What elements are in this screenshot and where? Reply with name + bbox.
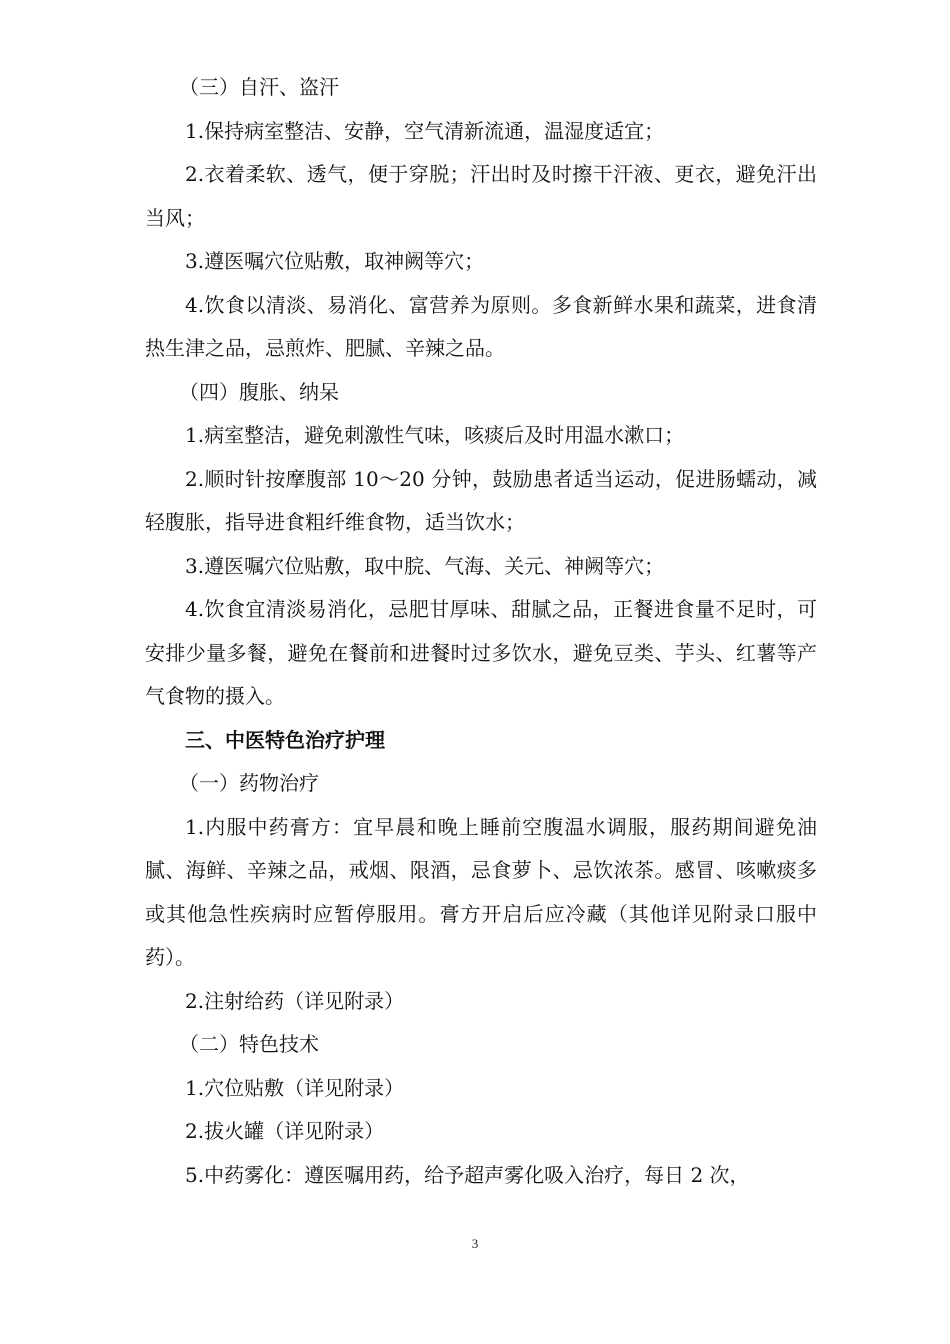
list-item: 2.顺时针按摩腹部 10～20 分钟，鼓励患者适当运动，促进肠蠕动，减轻腹胀，指导进食粗纤维食物，适当饮水； [145, 466, 817, 534]
list-item: 2.拔火罐（详见附录） [185, 1119, 385, 1143]
subsection-title-medication: （一）药物治疗 [179, 771, 319, 795]
list-item: 3.遵医嘱穴位贴敷，取神阙等穴； [185, 249, 485, 273]
list-item: 2.衣着柔软、透气，便于穿脱；汗出时及时擦干汗液、更衣，避免汗出当风； [145, 162, 817, 230]
subsection-title-bloating: （四）腹胀、纳呆 [179, 379, 339, 404]
page-body [145, 66, 817, 1197]
list-item: 3.遵医嘱穴位贴敷，取中脘、气海、关元、神阙等穴； [185, 553, 665, 578]
subsection-title-techniques: （二）特色技术 [179, 1032, 319, 1056]
list-item: 4.饮食宜清淡易消化，忌肥甘厚味、甜腻之品，正餐进食量不足时，可安排少量多餐，避免在餐前和进餐时过多饮水，避免豆类、芋头、红薯等产气食物的摄入。 [145, 597, 817, 708]
list-item: 1.病室整洁，避免刺激性气味，咳痰后及时用温水漱口； [185, 423, 685, 447]
list-item: 1.穴位贴敷（详见附录） [185, 1075, 405, 1100]
list-item: 5.中药雾化：遵医嘱用药，给予超声雾化吸入治疗，每日 2 次， [185, 1162, 750, 1187]
page-number: 3 [471, 1236, 479, 1251]
section-heading-tcm-treatment: 三、中医特色治疗护理 [185, 727, 385, 752]
list-item: 2.注射给药（详见附录） [185, 988, 405, 1013]
list-item: 1.内服中药膏方：宜早晨和晚上睡前空腹温水调服，服药期间避免油腻、海鲜、辛辣之品，戒烟、限酒，忌食萝卜、忌饮浓茶。感冒、咳嗽痰多或其他急性疾病时应暂停服用。膏方开启后应冷藏（其他详见附录口服中药）。 [145, 814, 817, 969]
subsection-title-sweating: （三）自汗、盗汗 [179, 75, 339, 99]
list-item: 1.保持病室整洁、安静，空气清新流通，温湿度适宜； [185, 118, 665, 143]
list-item: 4.饮食以清淡、易消化、富营养为原则。多食新鲜水果和蔬菜，进食清热生津之品，忌煎炸、肥腻、辛辣之品。 [145, 292, 817, 360]
